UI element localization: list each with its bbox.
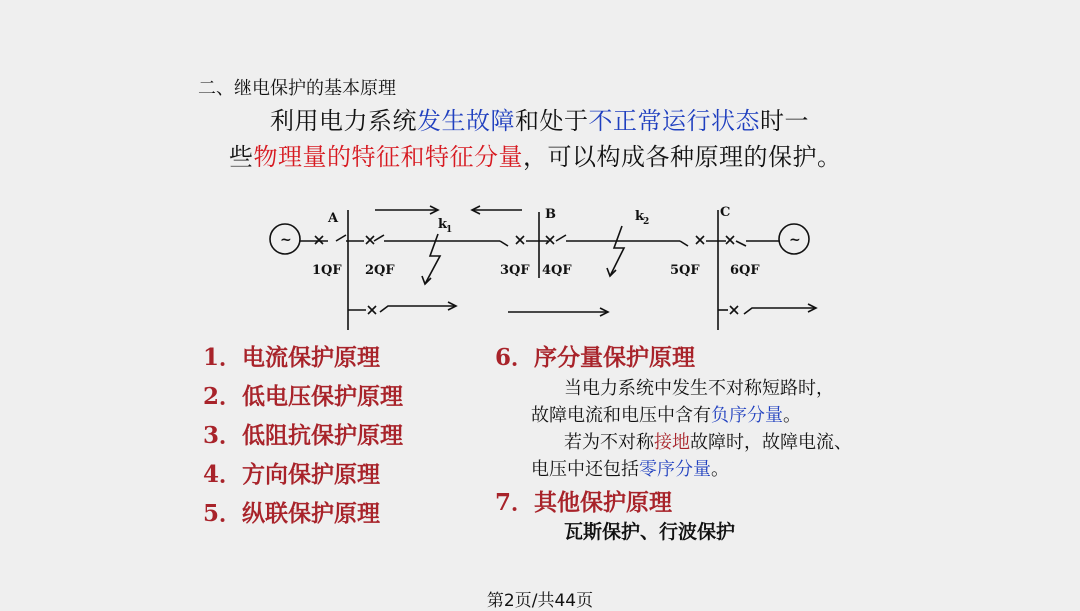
fault-k2-label: k (635, 209, 645, 224)
arrow-lower-c (744, 308, 816, 314)
principle-item-1: 1．电流保护原理 (203, 344, 381, 371)
power-system-diagram (260, 198, 830, 338)
breaker-2qf-icon (366, 236, 374, 244)
sequence-paragraph-2-line-1 (564, 428, 852, 454)
intro-text: 时一 (760, 107, 809, 135)
sequence-paragraph-1-line-2 (531, 401, 801, 427)
fault-k2-subscript: 2 (643, 217, 650, 227)
breaker-label-4qf: 4QF (542, 263, 572, 278)
principle-item-2: 2．低电压保护原理 (203, 383, 404, 410)
bus-c-label: C (720, 205, 731, 220)
sequence-text: 故障时，故障电流、 (690, 432, 852, 453)
sequence-principle-heading: 6．序分量保护原理 (495, 344, 696, 371)
other-principle-detail: 瓦斯保护、行波保护 (564, 521, 736, 543)
arrow-lower-a (380, 306, 456, 312)
principle-item-3: 3．低阻抗保护原理 (203, 422, 404, 449)
breaker-5qf-icon (696, 236, 704, 244)
principle-item-4: 4．方向保护原理 (203, 461, 381, 488)
intro-text: 和处于 (515, 107, 589, 135)
breaker-4qf-icon (546, 236, 554, 244)
right-source-symbol: ~ (789, 232, 801, 248)
intro-line-1 (270, 101, 809, 136)
other-principle-heading: 7．其他保护原理 (495, 489, 673, 516)
intro-highlight-quantity: 物理量的特征和特征分量 (253, 143, 523, 171)
breaker-label-3qf: 3QF (500, 263, 530, 278)
intro-line-2 (229, 137, 842, 172)
bus-a-label: A (328, 211, 339, 226)
page-number: 第2页/共44页 (486, 591, 594, 611)
sequence-paragraph-2-line-2 (531, 455, 729, 481)
sequence-text: 若为不对称 (564, 432, 654, 453)
breaker-label-2qf: 2QF (365, 263, 395, 278)
fault-k2-icon (610, 226, 624, 276)
zero-sequence-highlight: 零序分量 (639, 459, 711, 480)
sequence-text: 。 (711, 459, 729, 480)
ground-highlight: 接地 (654, 432, 690, 453)
fault-k1-label: k (438, 217, 448, 232)
breaker-label-5qf: 5QF (670, 263, 700, 278)
intro-text: 些 (229, 143, 254, 171)
breaker-label-1qf: 1QF (312, 263, 342, 278)
breaker-3qf-icon (516, 236, 524, 244)
breaker-6qf-icon (726, 236, 734, 244)
sequence-text: 电压中还包括 (531, 459, 639, 480)
breaker-1qf-icon (315, 236, 323, 244)
sequence-text: 故障电流和电压中含有 (531, 405, 711, 426)
left-source-symbol: ~ (280, 232, 292, 248)
breaker-label-6qf: 6QF (730, 263, 760, 278)
section-title: 二、继电保护的基本原理 (198, 78, 396, 99)
intro-highlight-abnormal: 不正常运行状态 (588, 107, 760, 135)
principle-item-5: 5．纵联保护原理 (203, 500, 381, 527)
fault-k1-subscript: 1 (446, 225, 453, 235)
sequence-paragraph-1-line-1: 当电力系统中发生不对称短路时， (564, 378, 834, 399)
intro-text: 利用电力系统 (270, 107, 417, 135)
negative-sequence-highlight: 负序分量 (711, 405, 783, 426)
bus-b-label: B (545, 207, 556, 222)
sequence-text: 。 (783, 405, 801, 426)
intro-highlight-fault: 发生故障 (417, 107, 515, 135)
intro-text: ，可以构成各种原理的保护。 (523, 143, 842, 171)
